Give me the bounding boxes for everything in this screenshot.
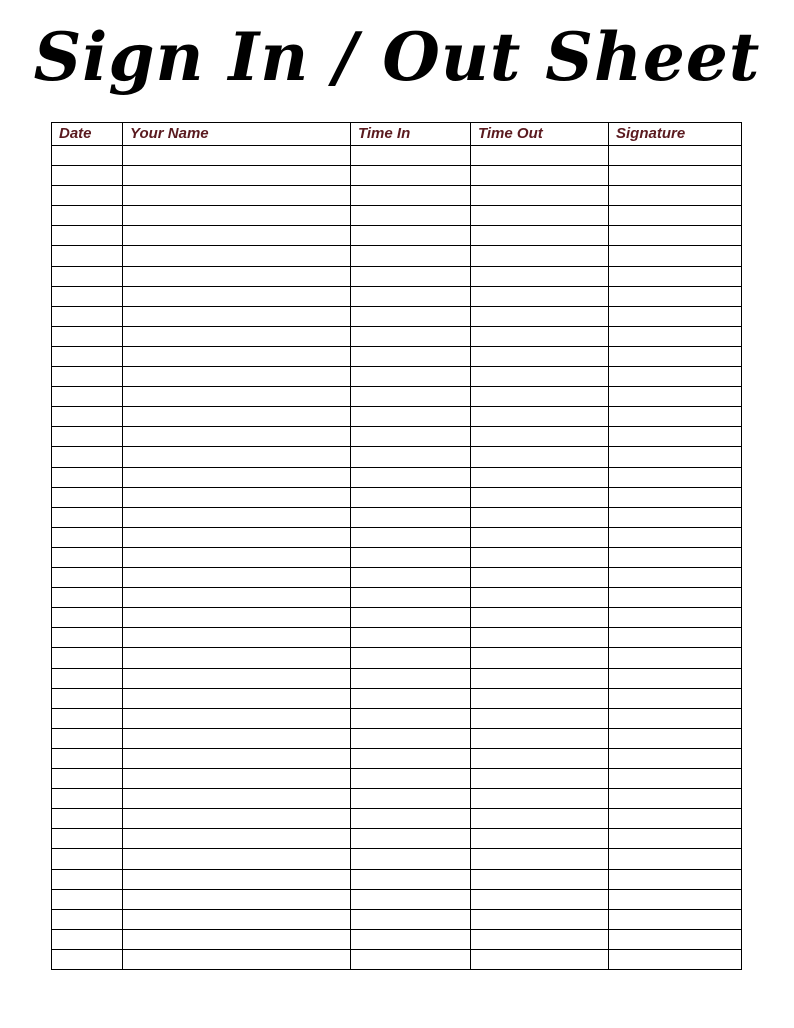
cell-time-out[interactable] bbox=[470, 226, 608, 245]
cell-your-name[interactable] bbox=[122, 548, 350, 567]
cell-time-out[interactable] bbox=[470, 528, 608, 547]
table-row bbox=[52, 186, 741, 206]
cell-your-name[interactable] bbox=[122, 870, 350, 889]
cell-date[interactable] bbox=[52, 327, 122, 346]
cell-signature[interactable] bbox=[608, 709, 741, 728]
table-row bbox=[52, 789, 741, 809]
table-row bbox=[52, 689, 741, 709]
cell-time-in[interactable] bbox=[350, 910, 470, 929]
cell-time-out[interactable] bbox=[470, 246, 608, 266]
cell-signature[interactable] bbox=[608, 447, 741, 467]
cell-your-name[interactable] bbox=[122, 367, 350, 386]
cell-time-out[interactable] bbox=[470, 427, 608, 446]
cell-time-out[interactable] bbox=[470, 447, 608, 467]
cell-time-in[interactable] bbox=[350, 347, 470, 366]
cell-time-in[interactable] bbox=[350, 769, 470, 788]
cell-date[interactable] bbox=[52, 749, 122, 768]
cell-signature[interactable] bbox=[608, 608, 741, 627]
cell-your-name[interactable] bbox=[122, 347, 350, 366]
cell-time-out[interactable] bbox=[470, 608, 608, 627]
cell-your-name[interactable] bbox=[122, 669, 350, 688]
cell-time-out[interactable] bbox=[470, 387, 608, 406]
cell-time-in[interactable] bbox=[350, 528, 470, 547]
cell-date[interactable] bbox=[52, 287, 122, 306]
cell-time-in[interactable] bbox=[350, 206, 470, 225]
cell-date[interactable] bbox=[52, 407, 122, 426]
cell-signature[interactable] bbox=[608, 648, 741, 668]
cell-date[interactable] bbox=[52, 709, 122, 728]
cell-your-name[interactable] bbox=[122, 849, 350, 869]
cell-signature[interactable] bbox=[608, 307, 741, 326]
cell-time-in[interactable] bbox=[350, 427, 470, 446]
cell-your-name[interactable] bbox=[122, 307, 350, 326]
cell-signature[interactable] bbox=[608, 468, 741, 487]
cell-your-name[interactable] bbox=[122, 508, 350, 527]
cell-time-out[interactable] bbox=[470, 669, 608, 688]
cell-time-in[interactable] bbox=[350, 729, 470, 748]
table-row bbox=[52, 267, 741, 287]
cell-time-in[interactable] bbox=[350, 588, 470, 607]
cell-signature[interactable] bbox=[608, 829, 741, 848]
cell-time-in[interactable] bbox=[350, 267, 470, 286]
cell-your-name[interactable] bbox=[122, 608, 350, 627]
table-row bbox=[52, 749, 741, 769]
header-signature: Signature bbox=[616, 125, 686, 142]
cell-your-name[interactable] bbox=[122, 287, 350, 306]
cell-date[interactable] bbox=[52, 669, 122, 688]
cell-date[interactable] bbox=[52, 206, 122, 225]
column-divider bbox=[350, 123, 351, 969]
cell-time-out[interactable] bbox=[470, 206, 608, 225]
cell-date[interactable] bbox=[52, 387, 122, 406]
cell-signature[interactable] bbox=[608, 226, 741, 245]
cell-time-in[interactable] bbox=[350, 568, 470, 587]
cell-date[interactable] bbox=[52, 447, 122, 467]
cell-date[interactable] bbox=[52, 608, 122, 627]
cell-signature[interactable] bbox=[608, 166, 741, 185]
cell-time-in[interactable] bbox=[350, 548, 470, 567]
cell-signature[interactable] bbox=[608, 246, 741, 266]
table-row bbox=[52, 729, 741, 749]
header-time-out: Time Out bbox=[478, 125, 543, 142]
cell-date[interactable] bbox=[52, 648, 122, 668]
header-your-name: Your Name bbox=[130, 125, 209, 142]
cell-date[interactable] bbox=[52, 186, 122, 205]
cell-your-name[interactable] bbox=[122, 186, 350, 205]
cell-time-in[interactable] bbox=[350, 246, 470, 266]
table-header-row bbox=[52, 123, 741, 146]
cell-your-name[interactable] bbox=[122, 749, 350, 768]
cell-your-name[interactable] bbox=[122, 468, 350, 487]
cell-signature[interactable] bbox=[608, 367, 741, 386]
cell-your-name[interactable] bbox=[122, 689, 350, 708]
cell-time-in[interactable] bbox=[350, 367, 470, 386]
table-row bbox=[52, 890, 741, 910]
column-divider bbox=[122, 123, 123, 969]
cell-date[interactable] bbox=[52, 689, 122, 708]
cell-your-name[interactable] bbox=[122, 528, 350, 547]
cell-signature[interactable] bbox=[608, 628, 741, 647]
cell-time-in[interactable] bbox=[350, 689, 470, 708]
cell-your-name[interactable] bbox=[122, 829, 350, 848]
cell-signature[interactable] bbox=[608, 849, 741, 869]
cell-your-name[interactable] bbox=[122, 568, 350, 587]
cell-date[interactable] bbox=[52, 246, 122, 266]
cell-your-name[interactable] bbox=[122, 910, 350, 929]
cell-your-name[interactable] bbox=[122, 628, 350, 647]
cell-your-name[interactable] bbox=[122, 387, 350, 406]
cell-time-out[interactable] bbox=[470, 508, 608, 527]
cell-time-out[interactable] bbox=[470, 347, 608, 366]
cell-signature[interactable] bbox=[608, 327, 741, 346]
table-row bbox=[52, 327, 741, 347]
cell-your-name[interactable] bbox=[122, 729, 350, 748]
cell-date[interactable] bbox=[52, 849, 122, 869]
cell-your-name[interactable] bbox=[122, 809, 350, 828]
cell-your-name[interactable] bbox=[122, 769, 350, 788]
cell-date[interactable] bbox=[52, 508, 122, 527]
table-row bbox=[52, 427, 741, 447]
cell-date[interactable] bbox=[52, 548, 122, 567]
cell-date[interactable] bbox=[52, 528, 122, 547]
cell-your-name[interactable] bbox=[122, 267, 350, 286]
cell-date[interactable] bbox=[52, 769, 122, 788]
cell-date[interactable] bbox=[52, 146, 122, 165]
table-row bbox=[52, 930, 741, 950]
cell-your-name[interactable] bbox=[122, 327, 350, 346]
cell-your-name[interactable] bbox=[122, 206, 350, 225]
cell-time-in[interactable] bbox=[350, 447, 470, 467]
table-row bbox=[52, 648, 741, 669]
cell-date[interactable] bbox=[52, 588, 122, 607]
cell-signature[interactable] bbox=[608, 809, 741, 828]
cell-time-in[interactable] bbox=[350, 387, 470, 406]
cell-time-out[interactable] bbox=[470, 950, 608, 970]
cell-time-in[interactable] bbox=[350, 488, 470, 507]
table-row bbox=[52, 568, 741, 588]
cell-time-in[interactable] bbox=[350, 809, 470, 828]
cell-signature[interactable] bbox=[608, 387, 741, 406]
cell-signature[interactable] bbox=[608, 588, 741, 607]
cell-signature[interactable] bbox=[608, 729, 741, 748]
header-time-in: Time In bbox=[358, 125, 411, 142]
cell-signature[interactable] bbox=[608, 789, 741, 808]
cell-time-out[interactable] bbox=[470, 689, 608, 708]
cell-date[interactable] bbox=[52, 789, 122, 808]
table-row bbox=[52, 347, 741, 367]
table-row bbox=[52, 468, 741, 488]
cell-time-out[interactable] bbox=[470, 849, 608, 869]
cell-time-in[interactable] bbox=[350, 709, 470, 728]
cell-time-in[interactable] bbox=[350, 146, 470, 165]
cell-time-out[interactable] bbox=[470, 407, 608, 426]
cell-signature[interactable] bbox=[608, 146, 741, 165]
cell-time-out[interactable] bbox=[470, 488, 608, 507]
table-row bbox=[52, 287, 741, 307]
cell-time-in[interactable] bbox=[350, 608, 470, 627]
cell-time-in[interactable] bbox=[350, 327, 470, 346]
cell-time-out[interactable] bbox=[470, 186, 608, 205]
cell-signature[interactable] bbox=[608, 488, 741, 507]
cell-your-name[interactable] bbox=[122, 930, 350, 949]
cell-signature[interactable] bbox=[608, 287, 741, 306]
cell-date[interactable] bbox=[52, 809, 122, 828]
cell-signature[interactable] bbox=[608, 186, 741, 205]
cell-your-name[interactable] bbox=[122, 407, 350, 426]
cell-date[interactable] bbox=[52, 729, 122, 748]
table-row bbox=[52, 166, 741, 186]
cell-time-in[interactable] bbox=[350, 407, 470, 426]
cell-date[interactable] bbox=[52, 890, 122, 909]
cell-time-in[interactable] bbox=[350, 166, 470, 185]
cell-your-name[interactable] bbox=[122, 226, 350, 245]
cell-signature[interactable] bbox=[608, 689, 741, 708]
table-row bbox=[52, 387, 741, 407]
table-row bbox=[52, 367, 741, 387]
cell-time-out[interactable] bbox=[470, 327, 608, 346]
cell-date[interactable] bbox=[52, 950, 122, 970]
table-row bbox=[52, 146, 741, 166]
cell-time-out[interactable] bbox=[470, 769, 608, 788]
cell-date[interactable] bbox=[52, 166, 122, 185]
table-row bbox=[52, 508, 741, 528]
cell-your-name[interactable] bbox=[122, 427, 350, 446]
cell-date[interactable] bbox=[52, 226, 122, 245]
cell-signature[interactable] bbox=[608, 206, 741, 225]
cell-time-out[interactable] bbox=[470, 749, 608, 768]
cell-time-in[interactable] bbox=[350, 749, 470, 768]
table-row bbox=[52, 407, 741, 427]
cell-signature[interactable] bbox=[608, 890, 741, 909]
table-row bbox=[52, 628, 741, 648]
cell-time-in[interactable] bbox=[350, 307, 470, 326]
cell-date[interactable] bbox=[52, 468, 122, 487]
cell-date[interactable] bbox=[52, 307, 122, 326]
table-row bbox=[52, 829, 741, 849]
table-row bbox=[52, 588, 741, 608]
table-row bbox=[52, 447, 741, 468]
table-row bbox=[52, 809, 741, 829]
cell-time-in[interactable] bbox=[350, 950, 470, 970]
cell-date[interactable] bbox=[52, 568, 122, 587]
column-divider bbox=[608, 123, 609, 969]
cell-time-out[interactable] bbox=[470, 588, 608, 607]
cell-your-name[interactable] bbox=[122, 588, 350, 607]
cell-date[interactable] bbox=[52, 829, 122, 848]
cell-your-name[interactable] bbox=[122, 488, 350, 507]
table-row bbox=[52, 870, 741, 890]
cell-time-in[interactable] bbox=[350, 930, 470, 949]
cell-signature[interactable] bbox=[608, 769, 741, 788]
cell-time-out[interactable] bbox=[470, 287, 608, 306]
table-row bbox=[52, 769, 741, 789]
cell-time-in[interactable] bbox=[350, 468, 470, 487]
cell-time-in[interactable] bbox=[350, 287, 470, 306]
cell-your-name[interactable] bbox=[122, 166, 350, 185]
cell-date[interactable] bbox=[52, 628, 122, 647]
cell-your-name[interactable] bbox=[122, 709, 350, 728]
column-divider bbox=[470, 123, 471, 969]
cell-signature[interactable] bbox=[608, 407, 741, 426]
cell-time-out[interactable] bbox=[470, 910, 608, 929]
cell-time-out[interactable] bbox=[470, 628, 608, 647]
table-row bbox=[52, 910, 741, 930]
cell-your-name[interactable] bbox=[122, 950, 350, 970]
table-row bbox=[52, 548, 741, 568]
table-row bbox=[52, 226, 741, 246]
cell-time-out[interactable] bbox=[470, 930, 608, 949]
cell-signature[interactable] bbox=[608, 950, 741, 970]
cell-time-in[interactable] bbox=[350, 186, 470, 205]
cell-time-in[interactable] bbox=[350, 829, 470, 848]
table-row bbox=[52, 488, 741, 508]
cell-signature[interactable] bbox=[608, 267, 741, 286]
table-row bbox=[52, 669, 741, 689]
cell-time-out[interactable] bbox=[470, 166, 608, 185]
cell-signature[interactable] bbox=[608, 347, 741, 366]
table-row bbox=[52, 206, 741, 226]
table-row bbox=[52, 709, 741, 729]
cell-time-in[interactable] bbox=[350, 508, 470, 527]
cell-date[interactable] bbox=[52, 427, 122, 446]
table-row bbox=[52, 246, 741, 267]
cell-time-out[interactable] bbox=[470, 809, 608, 828]
cell-time-out[interactable] bbox=[470, 829, 608, 848]
cell-signature[interactable] bbox=[608, 930, 741, 949]
cell-date[interactable] bbox=[52, 870, 122, 889]
cell-time-out[interactable] bbox=[470, 709, 608, 728]
cell-signature[interactable] bbox=[608, 749, 741, 768]
cell-time-in[interactable] bbox=[350, 226, 470, 245]
cell-time-in[interactable] bbox=[350, 849, 470, 869]
cell-signature[interactable] bbox=[608, 669, 741, 688]
cell-signature[interactable] bbox=[608, 427, 741, 446]
table-row bbox=[52, 307, 741, 327]
table-row bbox=[52, 608, 741, 628]
cell-your-name[interactable] bbox=[122, 648, 350, 668]
cell-time-in[interactable] bbox=[350, 648, 470, 668]
cell-signature[interactable] bbox=[608, 870, 741, 889]
cell-time-out[interactable] bbox=[470, 789, 608, 808]
cell-signature[interactable] bbox=[608, 910, 741, 929]
cell-time-out[interactable] bbox=[470, 367, 608, 386]
cell-signature[interactable] bbox=[608, 528, 741, 547]
cell-time-in[interactable] bbox=[350, 890, 470, 909]
cell-date[interactable] bbox=[52, 910, 122, 929]
cell-time-out[interactable] bbox=[470, 568, 608, 587]
cell-time-out[interactable] bbox=[470, 729, 608, 748]
cell-signature[interactable] bbox=[608, 548, 741, 567]
cell-your-name[interactable] bbox=[122, 146, 350, 165]
cell-time-out[interactable] bbox=[470, 870, 608, 889]
cell-time-out[interactable] bbox=[470, 267, 608, 286]
cell-your-name[interactable] bbox=[122, 246, 350, 266]
sign-in-out-table bbox=[51, 122, 742, 970]
cell-time-out[interactable] bbox=[470, 146, 608, 165]
cell-date[interactable] bbox=[52, 367, 122, 386]
cell-date[interactable] bbox=[52, 488, 122, 507]
table-row bbox=[52, 849, 741, 870]
cell-time-out[interactable] bbox=[470, 468, 608, 487]
header-date: Date bbox=[59, 125, 92, 142]
cell-time-out[interactable] bbox=[470, 307, 608, 326]
table-body bbox=[52, 146, 741, 970]
cell-date[interactable] bbox=[52, 267, 122, 286]
sheet-title: Sign In / Out Sheet bbox=[33, 18, 761, 96]
cell-time-out[interactable] bbox=[470, 890, 608, 909]
cell-time-in[interactable] bbox=[350, 870, 470, 889]
cell-your-name[interactable] bbox=[122, 789, 350, 808]
cell-date[interactable] bbox=[52, 347, 122, 366]
cell-your-name[interactable] bbox=[122, 447, 350, 467]
cell-time-in[interactable] bbox=[350, 628, 470, 647]
cell-signature[interactable] bbox=[608, 568, 741, 587]
table-row bbox=[52, 528, 741, 548]
cell-date[interactable] bbox=[52, 930, 122, 949]
table-row bbox=[52, 950, 741, 970]
cell-signature[interactable] bbox=[608, 508, 741, 527]
cell-time-out[interactable] bbox=[470, 548, 608, 567]
cell-time-in[interactable] bbox=[350, 789, 470, 808]
cell-time-in[interactable] bbox=[350, 669, 470, 688]
cell-your-name[interactable] bbox=[122, 890, 350, 909]
cell-time-out[interactable] bbox=[470, 648, 608, 668]
